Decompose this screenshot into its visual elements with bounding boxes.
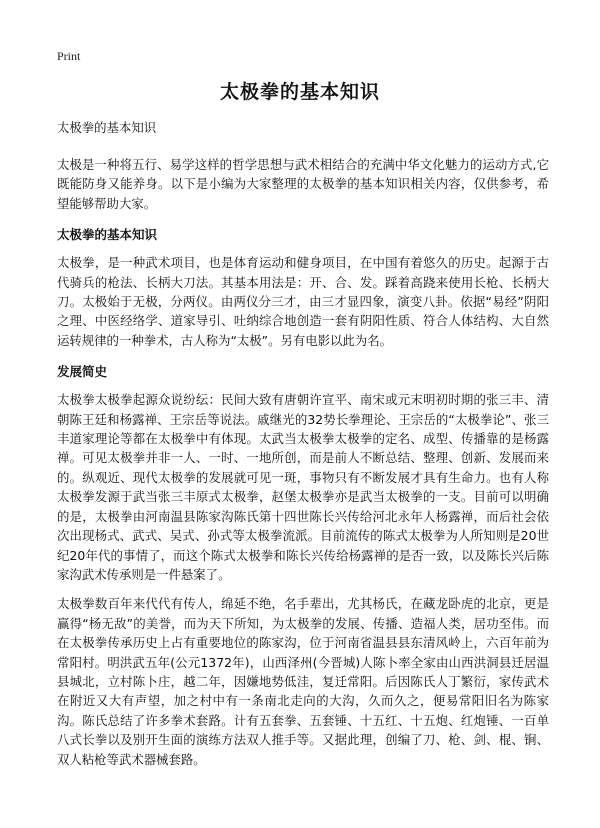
document-subtitle: 太极拳的基本知识 — [57, 120, 157, 135]
intro-paragraph: 太极是一种将五行、易学这样的哲学思想与武术相结合的充满中华文化魅力的运动方式,它既能防身又能养身。以下是小编为大家整理的太极拳的基本知识相关内容，仅供参考，希望能够帮助大家。 — [57, 157, 549, 211]
section-heading-history: 发展简史 — [57, 364, 108, 380]
page-title: 太极拳的基本知识 — [219, 81, 380, 103]
document-body — [57, 118, 549, 779]
section-heading-basics: 太极拳的基本知识 — [57, 227, 158, 243]
history-paragraph-1: 太极拳太极拳起源众说纷纭：民间大致有唐朝许宣平、南宋或元末明初时期的张三丰、清朝陈王廷和杨露禅、王宗岳等说法。戚继光的32势长拳理论、王宗岳的“太极拳论”、张三丰道家理论等都在太极拳中有体现。太武当太极拳太极拳的定名、成型、传播靠的是杨露禅。可见太极拳并非一人、一时、一地所创，而是前人不断总结、整理、创新、发展而来的。纵观近、现代太极拳的发展就可见一斑，事物只有不断发展才具有生命力。也有人称太极拳发源于武当张三丰原式太极拳，赵堡太极拳亦是武当太极拳的一支。目前可以明确的是，太极拳由河南温县陈家沟陈氏第十四世陈长兴传给河北永年人杨露禅，而后社会依次出现杨式、武式、吴式、孙式等太极拳流派。目前流传的陈式太极拳为人所知则是20世纪20年代的事情了，而这个陈式太极拳和陈长兴传给杨露禅的是否一致，以及陈长兴后陈家沟武术传承则是一件悬案了。 — [57, 392, 549, 582]
print-label: Print — [57, 49, 81, 63]
basics-paragraph: 太极拳，是一种武术项目，也是体育运动和健身项目，在中国有着悠久的历史。起源于古代骑兵的枪法、长柄大刀法。其基本用法是：开、合、发。踩着高跷来使用长枪、长柄大刀。太极始于无极，分两仪。由两仪分三才，由三才显四象，演变八卦。依据“易经”阴阳之理、中医经络学、道家导引、吐纳综合地创造一套有阴阳性质、符合人体结构、大自然运转规律的一种拳术，古人称为“太极”。另有电影以此为名。 — [57, 255, 549, 348]
history-paragraph-2: 太极拳数百年来代代有传人，绵延不绝，名手辈出，尤其杨氏，在藏龙卧虎的北京，更是赢得“杨无敌”的美誉，而为天下所知，为太极拳的发展、传播、造福人类，居功至伟。而在太极拳传承历史上占有重要地位的陈家沟，位于河南省温县县东清风岭上，六百年前为常阳村。明洪武五年(公元1372年)，山西泽州(今晋城)人陈卜率全家由山西洪洞县迁居温县城北，立村陈卜庄，越二年，因嫌地势低洼，复迁常阳。后因陈氏人丁繁衍，家传武术在附近又大有声望，加之村中有一条南北走向的大沟，久而久之，便易常阳旧名为陈家沟。陈氏总结了许多拳术套路。计有五套拳、五套锤、十五红、十五炮、红炮锤、一百单八式长拳以及别开生面的演练方法双人推手等。又据此理，创编了刀、枪、剑、棍、锏、双人粘枪等武术器械套路。 — [57, 596, 549, 767]
